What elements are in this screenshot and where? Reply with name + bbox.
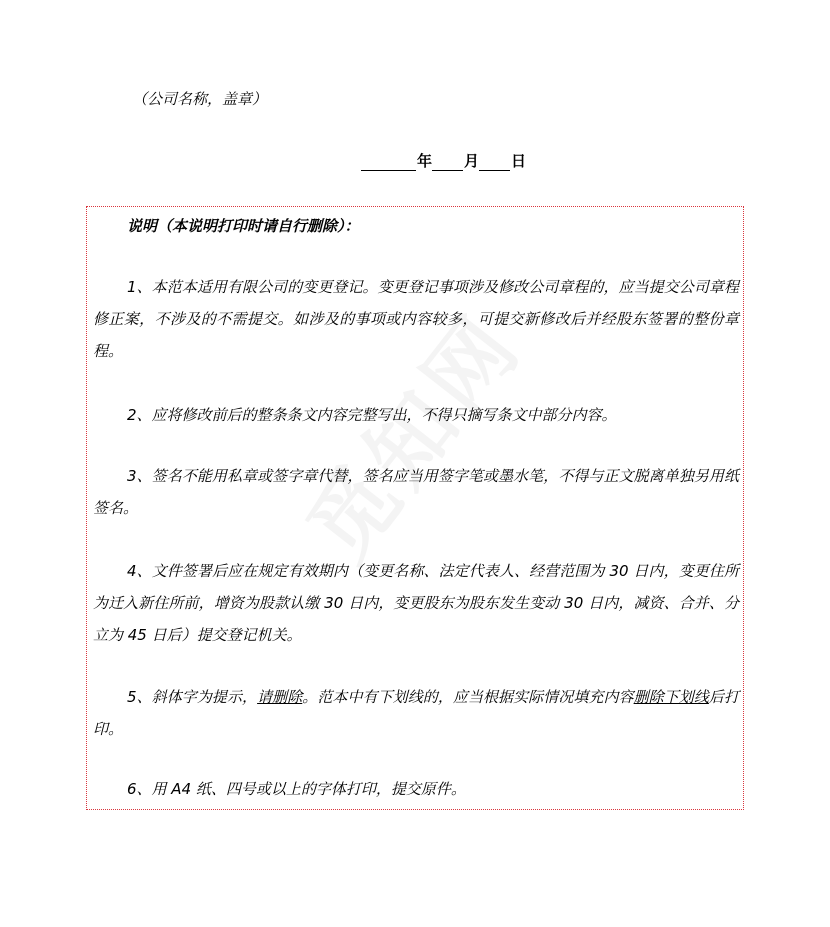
instruction-item-5 [93,681,739,745]
day-blank[interactable] [479,154,510,171]
instruction-item-1: 1、本范本适用有限公司的变更登记。变更登记事项涉及修改公司章程的，应当提交公司章程修正案，不涉及的不需提交。如涉及的事项或内容较多，可提交新修改后并经股东签署的整份章程。 [93,278,739,360]
year-label: 年 [417,152,433,170]
month-blank[interactable] [432,154,463,171]
instruction-item-4: 4、文件签署后应在规定有效期内（变更名称、法定代表人、经营范围为 30 日内，变更住所为迁入新住所前，增资为股款认缴 30 日内，变更股东为股东发生变动 30 日内，减资、合并、分立为 45 日后）提交登记机关。 [93,562,739,644]
instructions-box [86,206,744,810]
item5-underlined-remove-underline: 删除下划线 [633,688,709,706]
item5-part-c: 。范本中有下划线的，应当根据实际情况填充内容 [302,688,634,706]
month-label: 月 [464,152,480,170]
instruction-item-3: 3、签名不能用私章或签字章代替，签名应当用签字笔或墨水笔，不得与正文脱离单独另用纸签名。 [93,467,739,517]
item5-part-e: 后打印。 [93,688,739,738]
instruction-item-6: 6、用 A4 纸、四号或以上的字体打印，提交原件。 [127,780,466,798]
day-label: 日 [511,152,527,170]
company-name-seal-line: （公司名称，盖章） [132,90,268,108]
item5-part-a: 5、斜体字为提示， [127,688,258,706]
year-blank[interactable] [361,154,416,171]
instruction-item-2: 2、应将修改前后的整条条文内容完整写出，不得只摘写条文中部分内容。 [127,406,617,424]
instructions-title: 说明（本说明打印时请自行删除）： [127,217,360,235]
item5-underlined-delete: 请删除 [257,688,303,706]
date-line [361,150,526,171]
